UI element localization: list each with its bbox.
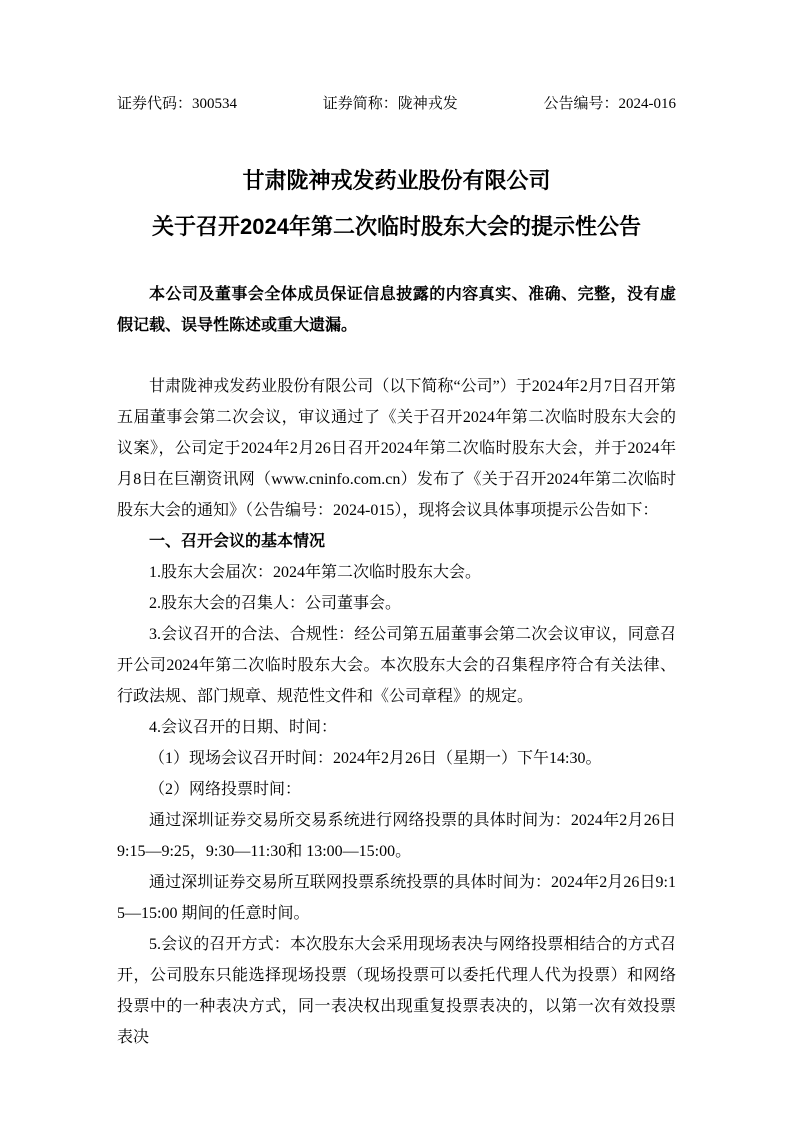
document-body xyxy=(117,371,676,1053)
document-header xyxy=(117,94,676,115)
item-convener: 2.股东大会的召集人：公司董事会。 xyxy=(149,595,402,612)
item-legality: 3.会议召开的合法、合规性：经公司第五届董事会第二次会议审议，同意召开公司2024年第二次临时股东大会。本次股东大会的召集程序符合有关法律、行政法规、部门规章、规范性文件和《公司章程》的规定。 xyxy=(117,626,676,705)
item-online-voting-time: （2）网络投票时间： xyxy=(149,781,302,798)
company-title: 甘肃陇神戎发药业股份有限公司 xyxy=(242,168,551,193)
stock-name: 证券简称：陇神戎发 xyxy=(322,96,458,112)
item-meeting-method: 5.会议的召开方式：本次股东大会采用现场表决与网络投票相结合的方式召开，公司股东只能选择现场投票（现场投票可以委托代理人代为投票）和网络投票中的一种表决方式，同一表决权出现重复投票表决的，以第一次有效投票表决 xyxy=(117,936,676,1046)
item-meeting-session: 1.股东大会届次：2024年第二次临时股东大会。 xyxy=(149,564,482,581)
item-onsite-time: （1）现场会议召开时间：2024年2月26日（星期一）下午14:30。 xyxy=(149,750,602,767)
item-date-time: 4.会议召开的日期、时间： xyxy=(149,719,338,736)
disclaimer-statement: 本公司及董事会全体成员保证信息披露的内容真实、准确、完整，没有虚假记载、误导性陈述或重大遗漏。 xyxy=(117,286,676,334)
intro-paragraph: 甘肃陇神戎发药业股份有限公司（以下简称“公司”）于2024年2月7日召开第五届董事会第二次会议，审议通过了《关于召开2024年第二次临时股东大会的议案》，公司定于2024年2月26日召开2024年第二次临时股东大会，并于2024年月8日在巨潮资讯网（www.cninfo.com.cn）发布了《关于召开2024年第二次临时股东大会的通知》（公告编号：2024-015），现将会议具体事项提示公告如下： xyxy=(117,378,676,519)
section-heading-1: 一、召开会议的基本情况 xyxy=(149,533,326,550)
announcement-number: 公告编号：2024-016 xyxy=(543,96,676,112)
item-internet-system-time: 通过深圳证券交易所互联网投票系统投票的具体时间为：2024年2月26日9:15—15:00 期间的任意时间。 xyxy=(117,874,676,922)
announcement-title: 关于召开2024年第二次临时股东大会的提示性公告 xyxy=(152,214,641,239)
stock-code: 证券代码：300534 xyxy=(117,96,238,112)
item-trading-system-time: 通过深圳证券交易所交易系统进行网络投票的具体时间为：2024年2月26日9:15—9:25，9:30—11:30和 13:00—15:00。 xyxy=(117,812,676,860)
